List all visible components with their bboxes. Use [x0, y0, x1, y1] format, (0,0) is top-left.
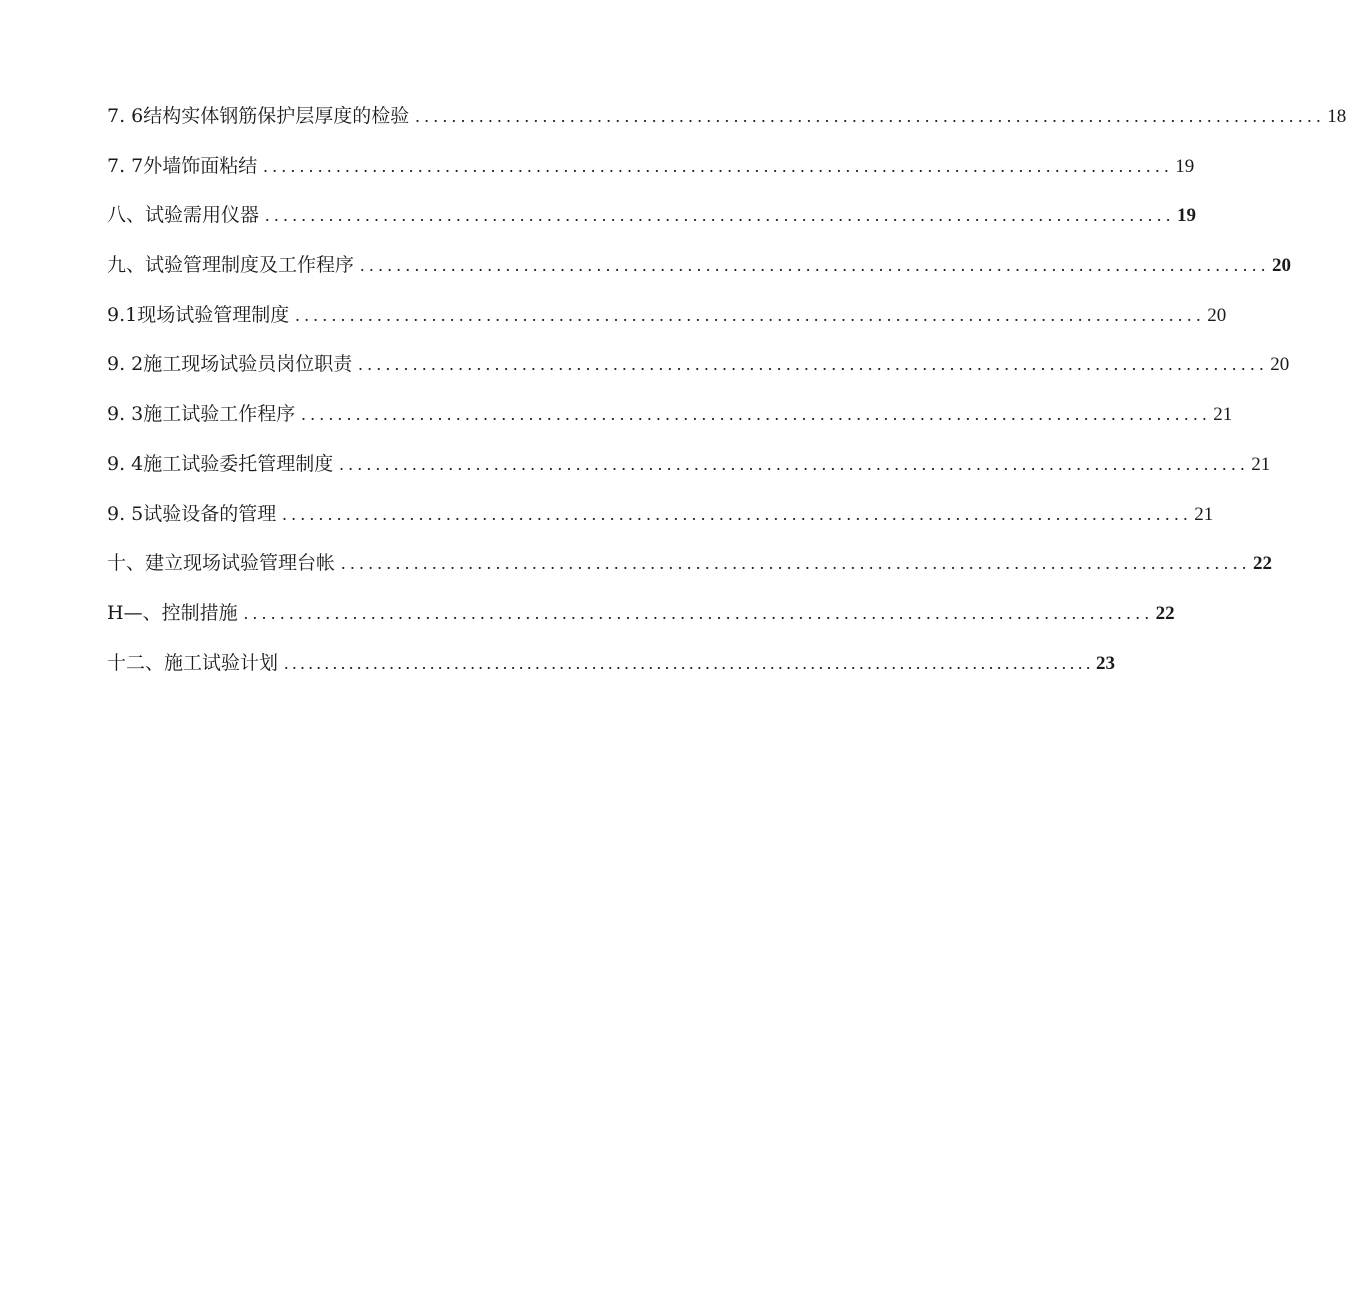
- toc-entry-page: 20: [1207, 304, 1227, 326]
- toc-entry[interactable]: [107, 496, 1214, 546]
- toc-entry[interactable]: [107, 595, 1175, 645]
- toc-dot-leader: ....................................................................................................: [263, 155, 1174, 176]
- toc-dot-leader: ....................................................................................................: [295, 304, 1206, 325]
- toc-dot-leader: ....................................................................................................: [415, 106, 1326, 126]
- toc-entry-page: 20: [1272, 255, 1292, 277]
- toc-entry[interactable]: [107, 297, 1227, 347]
- toc-entry-page: 21: [1194, 503, 1214, 525]
- toc-entry-page: 20: [1270, 354, 1290, 376]
- toc-entry-title: 9.1现场试验管理制度: [107, 303, 290, 326]
- toc-entry-title: H—、控制措施: [107, 601, 238, 624]
- toc-entry-title: 9. 2施工现场试验员岗位职责: [107, 353, 353, 376]
- toc-dot-leader: ....................................................................................................: [282, 503, 1193, 524]
- toc-entry-title: 7. 7外墙饰面粘结: [107, 154, 258, 177]
- toc-entry[interactable]: [107, 346, 1290, 396]
- toc-entry-title: 9. 4施工试验委托管理制度: [107, 452, 334, 475]
- toc-entry[interactable]: [107, 197, 1197, 247]
- toc-entry[interactable]: [107, 148, 1195, 198]
- toc-dot-leader: ....................................................................................................: [341, 553, 1252, 574]
- toc-dot-leader: ....................................................................................................: [265, 205, 1176, 226]
- toc-entry-page: 19: [1175, 155, 1195, 177]
- toc-entry[interactable]: [107, 247, 1292, 297]
- toc-entry[interactable]: [107, 396, 1233, 446]
- toc-entry-page: 23: [1096, 652, 1116, 674]
- toc-dot-leader: ....................................................................................................: [301, 404, 1212, 425]
- toc-entry[interactable]: [107, 98, 1346, 148]
- toc-entry-title: 十、建立现场试验管理台帐: [107, 552, 336, 575]
- toc-entry-page: 22: [1155, 602, 1175, 624]
- toc-entry-title: 7. 6结构实体钢筋保护层厚度的检验: [107, 105, 410, 127]
- toc-entry-title: 9. 5试验设备的管理: [107, 502, 277, 525]
- toc-dot-leader: ....................................................................................................: [360, 255, 1271, 276]
- toc-entry-title: 十二、施工试验计划: [107, 651, 279, 674]
- toc-entry[interactable]: [107, 446, 1271, 496]
- toc-dot-leader: ....................................................................................................: [284, 652, 1095, 673]
- toc-entry[interactable]: [107, 545, 1273, 595]
- toc-dot-leader: ....................................................................................................: [339, 453, 1250, 474]
- toc-entry-page: 18: [1327, 106, 1346, 127]
- toc-entry-page: 22: [1253, 553, 1273, 575]
- toc-entry-title: 九、试验管理制度及工作程序: [107, 254, 355, 277]
- toc-entry-page: 21: [1251, 453, 1271, 475]
- toc-dot-leader: ....................................................................................................: [243, 602, 1154, 623]
- toc-entry-page: 19: [1177, 205, 1197, 227]
- toc-dot-leader: ....................................................................................................: [358, 354, 1269, 375]
- toc-entry-title: 9. 3施工试验工作程序: [107, 403, 296, 426]
- toc-entry[interactable]: [107, 645, 1116, 695]
- table-of-contents: [107, 98, 1346, 694]
- toc-entry-title: 八、试验需用仪器: [107, 204, 260, 227]
- toc-entry-page: 21: [1213, 404, 1233, 426]
